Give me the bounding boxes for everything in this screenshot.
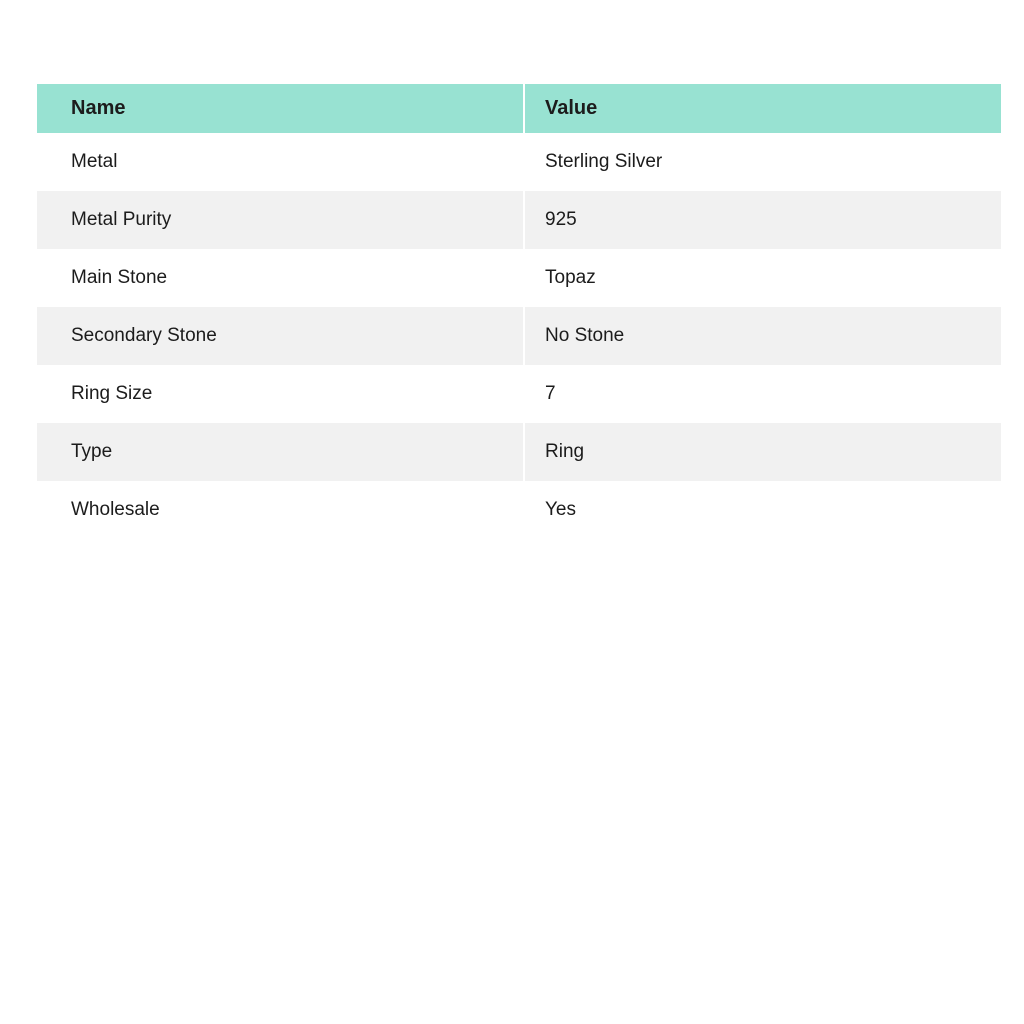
table-row (37, 481, 1001, 539)
table-row (37, 249, 1001, 307)
spec-name: Metal Purity (71, 209, 172, 230)
column-header-name: Name (71, 97, 126, 119)
table-row (37, 133, 1001, 191)
spec-value: No Stone (523, 307, 1001, 365)
table-row (37, 307, 1001, 365)
spec-value: Ring (523, 423, 1001, 481)
spec-name: Secondary Stone (71, 325, 217, 346)
table-row (37, 423, 1001, 481)
spec-value: Sterling Silver (523, 133, 1001, 191)
product-spec-table (37, 84, 1001, 539)
table-header-row (37, 84, 1001, 133)
table-row (37, 365, 1001, 423)
spec-name: Ring Size (71, 383, 153, 404)
spec-value: Topaz (523, 249, 1001, 307)
table-row (37, 191, 1001, 249)
column-header-value: Value (523, 84, 1001, 133)
spec-name: Type (71, 441, 113, 462)
spec-name: Wholesale (71, 499, 160, 520)
spec-name: Main Stone (71, 267, 168, 288)
spec-value: Yes (523, 481, 1001, 539)
spec-value: 7 (523, 365, 1001, 423)
spec-value: 925 (523, 191, 1001, 249)
spec-name: Metal (71, 151, 118, 172)
